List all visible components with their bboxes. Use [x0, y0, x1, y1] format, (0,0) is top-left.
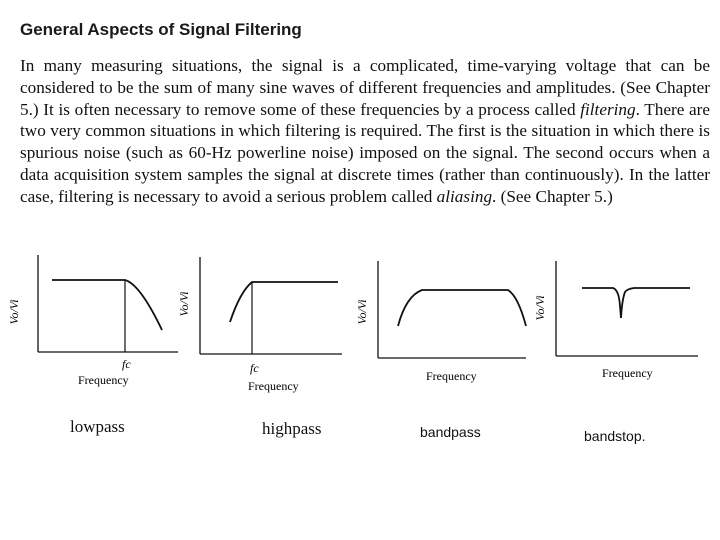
lowpass-plot [0, 250, 190, 400]
term-aliasing: aliasing [436, 186, 493, 206]
bandstop-plot [530, 256, 710, 396]
lowpass-x-label: Frequency [78, 373, 129, 387]
highpass-graph [170, 252, 360, 402]
bandstop-graph [530, 256, 710, 396]
highpass-x-label: Frequency [248, 379, 299, 393]
highpass-y-label: Vo/Vi [177, 291, 191, 317]
bandstop-y-label: Vo/Vi [533, 295, 547, 321]
bandpass-x-label: Frequency [426, 369, 477, 383]
bandpass-graph [350, 256, 540, 396]
page-heading: General Aspects of Signal Filtering [20, 20, 302, 39]
bandpass-caption: bandpass [420, 424, 481, 440]
term-filtering: filtering [580, 99, 636, 119]
intro-paragraph [20, 55, 710, 208]
lowpass-fc-label: fc [122, 357, 131, 371]
bandpass-response-curve [398, 290, 526, 326]
bandpass-plot [350, 256, 540, 396]
lowpass-y-label: Vo/Vi [7, 299, 21, 325]
highpass-fc-label: fc [250, 361, 259, 375]
lowpass-caption: lowpass [70, 417, 125, 436]
highpass-response-curve [230, 282, 338, 322]
highpass-caption: highpass [262, 419, 322, 438]
paragraph-part-3: . (See Chapter 5.) [492, 186, 613, 206]
bandstop-response-curve [582, 288, 690, 318]
bandstop-caption: bandstop. [584, 428, 646, 444]
paragraph-part-2: . There are two very common situations in which filtering is required. The first is the situation in which there is spurious noise (such as 60-Hz powerline noise) imposed on the signal. The second occurs when a data acquisition system samples the signal at discrete times (rather than continuously). In the latter case, filtering is necessary to avoid a serious problem called [20, 99, 710, 206]
paragraph-part-1: In many measuring situations, the signal is a complicated, time-varying voltage that can be considered to be the sum of many sine waves of different frequencies and amplitudes. (See Chapter 5.) It is often necessary to remove some of these frequencies by a process called [20, 56, 710, 119]
lowpass-graph [0, 250, 190, 400]
lowpass-response-curve [52, 280, 162, 330]
bandstop-x-label: Frequency [602, 366, 653, 380]
highpass-plot [170, 252, 360, 402]
bandpass-y-label: Vo/Vi [355, 299, 369, 325]
